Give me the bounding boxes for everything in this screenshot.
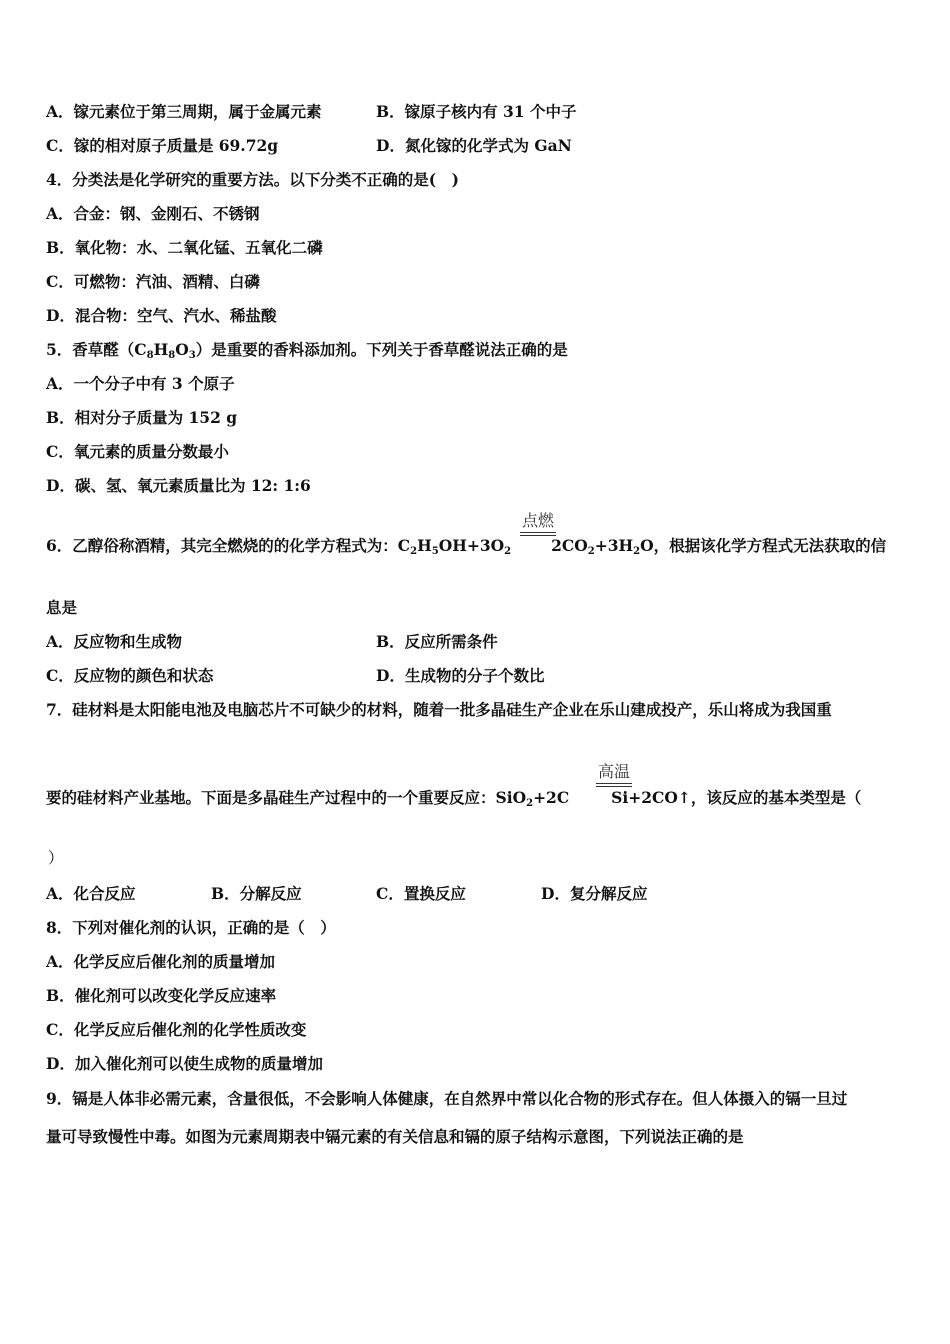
- q7-stem-line3: ）: [48, 849, 64, 867]
- q4-option-c: C．可燃物：汽油、酒精、白磷: [46, 272, 260, 291]
- q5-option-d: D．碳、氢、氧元素质量比为 12: 1:6: [46, 476, 311, 495]
- q3-option-a: A．镓元素位于第三周期，属于金属元素: [46, 102, 322, 121]
- q6-stem: 6．乙醇俗称酒精，其完全燃烧的的化学方程式为：$C_2H_5OH+3O_2$ $2CO_2+3H_2O$，根据该化学方程式无法获取的信: [46, 536, 887, 557]
- q3-options-row2: [46, 136, 572, 156]
- q7-equals-sign: [596, 783, 632, 787]
- q6-option-a: A．反应物和生成物: [46, 632, 183, 651]
- q7-condition: [596, 763, 632, 787]
- q9-stem-line1: 9．镉是人体非必需元素，含量很低，不会影响人体健康，在自然界中常以化合物的形式存在。但人体摄入的镉一旦过: [46, 1089, 848, 1108]
- q7-stem-line1: 7．硅材料是太阳能电池及电脑芯片不可缺少的材料，随着一批多晶硅生产企业在乐山建成投产，乐山将成为我国重: [46, 700, 832, 719]
- q7-option-d: D．复分解反应: [541, 884, 648, 903]
- q8-option-b: B．催化剂可以改变化学反应速率: [46, 986, 277, 1005]
- q6-stem-prefix: 6．乙醇俗称酒精，其完全燃烧的的化学方程式为：C: [46, 536, 411, 555]
- q7-option-c: C．置换反应: [376, 884, 466, 903]
- q4-option-a: A．合金：钢、金刚石、不锈钢: [46, 204, 260, 223]
- q5-stem: 5．香草醛$(C_8H_8O_3)$是重要的香料添加剂。下列关于香草醛说法正确的是: [46, 340, 568, 361]
- q6-stem-suffix: ，根据该化学方程式无法获取的信: [653, 536, 887, 555]
- q6-condition: [520, 512, 556, 536]
- q3-option-c: C．镓的相对原子质量是 69.72g: [46, 136, 279, 155]
- q4-stem: 4．分类法是化学研究的重要方法。以下分类不正确的是( ): [46, 170, 459, 189]
- q4-option-d: D．混合物：空气、汽水、稀盐酸: [46, 306, 277, 325]
- q6-option-b: B．反应所需条件: [376, 632, 498, 651]
- q5-stem-prefix: 5．香草醛（C: [46, 340, 147, 359]
- q6-option-c: C．反应物的颜色和状态: [46, 666, 214, 685]
- q8-option-c: C．化学反应后催化剂的化学性质改变: [46, 1020, 307, 1039]
- q7-stem-line2: 要的硅材料产业基地。下面是多晶硅生产过程中的一个重要反应：SiO$_2$+2C Si+2CO↑，该反应的基本类型是（: [46, 788, 862, 809]
- q7-stem2-prefix: 要的硅材料产业基地。下面是多晶硅生产过程中的一个重要反应：SiO: [46, 788, 527, 807]
- q3-option-d: D．氮化镓的化学式为 GaN: [376, 136, 572, 155]
- q4-option-b: B．氧化物：水、二氧化锰、五氧化二磷: [46, 238, 323, 257]
- q7-stem2-mid: +2C: [533, 788, 570, 807]
- q7-options-row: [46, 884, 648, 904]
- q7-option-b: B．分解反应: [211, 884, 302, 903]
- q6-option-d: D．生成物的分子个数比: [376, 666, 545, 685]
- q3-option-b: B．镓原子核内有 31 个中子: [376, 102, 577, 121]
- q8-option-a: A．化学反应后催化剂的质量增加: [46, 952, 276, 971]
- q5-option-b: B．相对分子质量为 152 g: [46, 408, 238, 427]
- q6-condition-text: 点燃: [521, 511, 554, 530]
- q6-options-row1: [46, 632, 498, 652]
- q8-stem: 8．下列对催化剂的认识，正确的是（ ）: [46, 918, 336, 937]
- q5-option-a: A．一个分子中有 3 个原子: [46, 374, 235, 393]
- q5-option-c: C．氧元素的质量分数最小: [46, 442, 229, 461]
- q7-stem2-suffix: Si+2CO↑，该反应的基本类型是（: [611, 788, 862, 807]
- q6-stem-continued: 息是: [46, 598, 78, 617]
- q5-stem-suffix: ）是重要的香料添加剂。下列关于香草醛说法正确的是: [195, 340, 568, 359]
- q6-options-row2: [46, 666, 545, 686]
- q8-option-d: D．加入催化剂可以使生成物的质量增加: [46, 1054, 323, 1073]
- q3-options-row1: [46, 102, 577, 122]
- q9-stem-line2: 量可导致慢性中毒。如图为元素周期表中镉元素的有关信息和镉的原子结构示意图，下列说法正确的是: [46, 1127, 744, 1146]
- q7-option-a: A．化合反应: [46, 884, 136, 903]
- q7-condition-text: 高温: [597, 762, 630, 781]
